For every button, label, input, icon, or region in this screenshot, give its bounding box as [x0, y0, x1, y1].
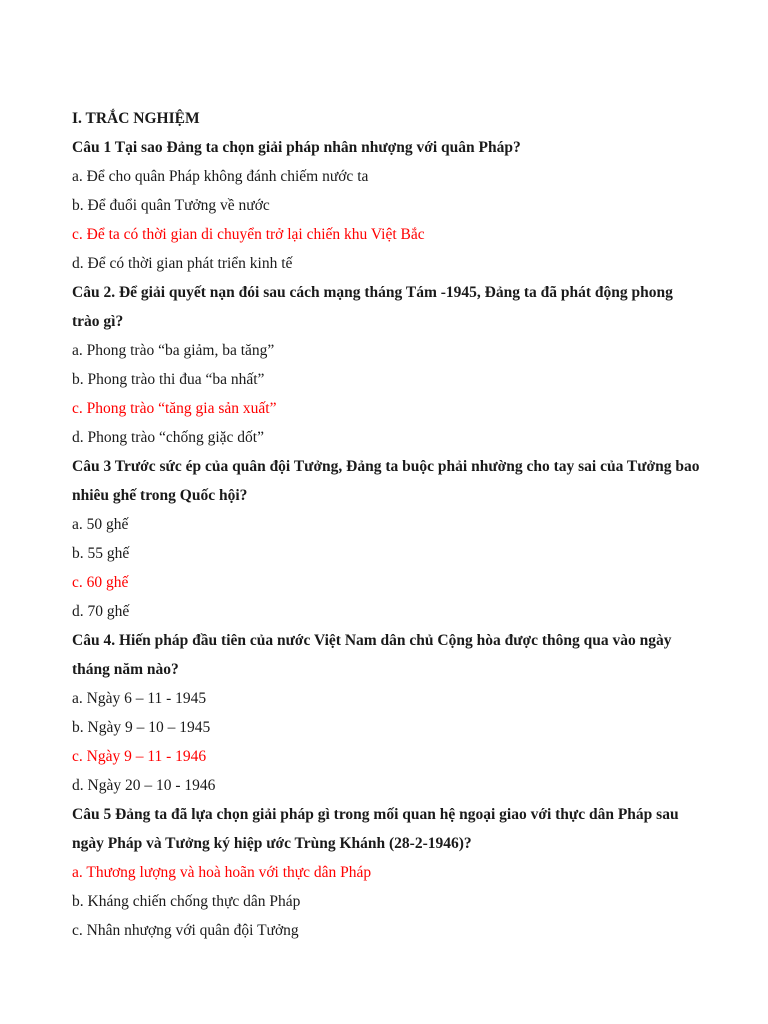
- question-block: [72, 133, 702, 278]
- answer-option-correct: c. Phong trào “tăng gia sản xuất”: [72, 400, 277, 417]
- question-block: [72, 626, 702, 800]
- answer-option: a. Phong trào “ba giảm, ba tăng”: [72, 342, 275, 359]
- answer-option: a. 50 ghế: [72, 516, 129, 533]
- answer-option: c. Nhân nhượng với quân đội Tưởng: [72, 922, 299, 939]
- answer-option: d. 70 ghế: [72, 603, 130, 620]
- answer-option: d. Để có thời gian phát triển kinh tế: [72, 255, 293, 272]
- question-text: Câu 5 Đảng ta đã lựa chọn giải pháp gì trong mối quan hệ ngoại giao với thực dân Pháp sau ngày Pháp và Tưởng ký hiệp ước Trùng Khánh (28-2-1946)?: [72, 806, 679, 852]
- document-content: [72, 104, 702, 945]
- answer-option: b. Ngày 9 – 10 – 1945: [72, 719, 211, 736]
- answer-option-correct: c. 60 ghế: [72, 574, 129, 591]
- question-text: Câu 4. Hiến pháp đầu tiên của nước Việt Nam dân chủ Cộng hòa được thông qua vào ngày tháng năm nào?: [72, 632, 672, 678]
- question-list: [72, 133, 702, 945]
- question-block: [72, 278, 702, 452]
- answer-option: b. Phong trào thi đua “ba nhất”: [72, 371, 265, 388]
- answer-option: a. Để cho quân Pháp không đánh chiếm nước ta: [72, 168, 369, 185]
- section-title: I. TRẮC NGHIỆM: [72, 110, 200, 127]
- answer-option: d. Phong trào “chống giặc dốt”: [72, 429, 264, 446]
- question-block: [72, 452, 702, 626]
- answer-option: a. Ngày 6 – 11 - 1945: [72, 690, 207, 707]
- question-block: [72, 800, 702, 945]
- answer-option: b. Kháng chiến chống thực dân Pháp: [72, 893, 301, 910]
- question-text: Câu 1 Tại sao Đảng ta chọn giải pháp nhân nhượng với quân Pháp?: [72, 139, 521, 156]
- answer-option-correct: c. Để ta có thời gian di chuyển trở lại chiến khu Việt Bắc: [72, 226, 425, 243]
- question-text: Câu 2. Để giải quyết nạn đói sau cách mạng tháng Tám -1945, Đảng ta đã phát động phong trào gì?: [72, 284, 673, 330]
- answer-option-correct: c. Ngày 9 – 11 - 1946: [72, 748, 207, 765]
- answer-option: b. Để đuổi quân Tưởng về nước: [72, 197, 270, 214]
- question-text: Câu 3 Trước sức ép của quân đội Tưởng, Đảng ta buộc phải nhường cho tay sai của Tưởng bao nhiêu ghế trong Quốc hội?: [72, 458, 700, 504]
- answer-option: b. 55 ghế: [72, 545, 130, 562]
- answer-option-correct: a. Thương lượng và hoà hoãn với thực dân Pháp: [72, 864, 372, 881]
- answer-option: d. Ngày 20 – 10 - 1946: [72, 777, 216, 794]
